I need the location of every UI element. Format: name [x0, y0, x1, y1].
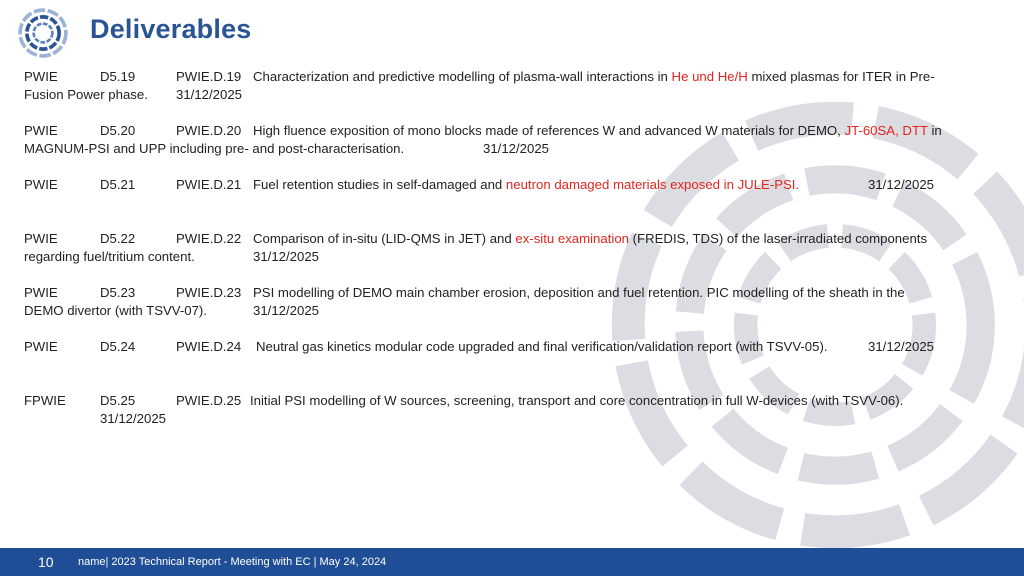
- deliverable-line-2: [24, 140, 969, 158]
- deliverable-entry: [24, 284, 969, 320]
- footer-text: name| 2023 Technical Report - Meeting with EC | May 24, 2024: [78, 556, 387, 568]
- deliverable-entry: [24, 176, 969, 194]
- footer-bar: [0, 548, 1024, 576]
- deliverable-line-1: [24, 68, 969, 86]
- due-date: 31/12/2025: [100, 411, 167, 426]
- work-package: PWIE: [24, 285, 58, 300]
- deliverable-line-1: [24, 338, 969, 356]
- deliverable-id: PWIE.D.19: [176, 69, 242, 84]
- deliverable-id: PWIE.D.25: [176, 393, 242, 408]
- eurofusion-logo-icon: [17, 7, 69, 59]
- description-continuation: DEMO divertor (with TSVV-07).: [24, 303, 207, 318]
- work-package: PWIE: [24, 339, 58, 354]
- deliverable-id: PWIE.D.21: [176, 177, 242, 192]
- deliverable-line-2: [24, 302, 969, 320]
- deliverable-code: D5.19: [100, 69, 136, 84]
- description-text: Fuel retention studies in self-damaged and: [253, 177, 506, 192]
- deliverable-description: [253, 176, 799, 194]
- deliverable-description: [256, 338, 828, 356]
- deliverable-code: D5.21: [100, 177, 136, 192]
- deliverable-entry: [24, 338, 969, 356]
- deliverable-description: [250, 392, 903, 410]
- work-package: FPWIE: [24, 393, 66, 408]
- deliverable-code: D5.23: [100, 285, 136, 300]
- deliverable-line-2: [24, 248, 969, 266]
- deliverable-id: PWIE.D.20: [176, 123, 242, 138]
- deliverable-code: D5.22: [100, 231, 136, 246]
- deliverable-entry: [24, 230, 969, 266]
- deliverable-line-1: [24, 122, 969, 140]
- description-text: Neutral gas kinetics modular code upgraded and final verification/validation report (with TSVV-05).: [256, 339, 828, 354]
- deliverable-id: PWIE.D.22: [176, 231, 242, 246]
- deliverable-line-2: [24, 86, 969, 104]
- highlighted-text: ex-situ examination: [515, 231, 629, 246]
- deliverable-line-1: [24, 392, 969, 410]
- description-text: Comparison of in-situ (LID-QMS in JET) and: [253, 231, 516, 246]
- deliverable-line-1: [24, 284, 969, 302]
- description-text: (FREDIS, TDS) of the laser-irradiated components: [629, 231, 928, 246]
- deliverable-id: PWIE.D.23: [176, 285, 242, 300]
- due-date: 31/12/2025: [176, 87, 243, 102]
- deliverable-code: D5.24: [100, 339, 136, 354]
- due-date: 31/12/2025: [253, 249, 320, 264]
- deliverable-description: [253, 68, 935, 86]
- description-text: Characterization and predictive modelling of plasma-wall interactions in: [253, 69, 672, 84]
- description-continuation: regarding fuel/tritium content.: [24, 249, 195, 264]
- description-continuation: Fusion Power phase.: [24, 87, 148, 102]
- description-text: High fluence exposition of mono blocks made of references W and advanced W materials for DEMO,: [253, 123, 845, 138]
- due-date: 31/12/2025: [868, 177, 935, 192]
- deliverable-line-1: [24, 176, 969, 194]
- deliverable-id: PWIE.D.24: [176, 339, 242, 354]
- due-date: 31/12/2025: [253, 303, 320, 318]
- deliverable-entry: [24, 392, 969, 428]
- deliverable-line-1: [24, 230, 969, 248]
- due-date: 31/12/2025: [483, 141, 550, 156]
- deliverable-description: [253, 230, 927, 248]
- due-date: 31/12/2025: [868, 339, 935, 354]
- highlighted-text: neutron damaged materials exposed in JULE-PSI.: [505, 177, 800, 192]
- work-package: PWIE: [24, 123, 58, 138]
- description-text: PSI modelling of DEMO main chamber erosion, deposition and fuel retention. PIC modelling of the sheath in the: [253, 285, 905, 300]
- deliverable-code: D5.20: [100, 123, 136, 138]
- description-text: mixed plasmas for ITER in Pre-: [747, 69, 935, 84]
- work-package: PWIE: [24, 69, 58, 84]
- deliverable-description: [253, 122, 942, 140]
- deliverable-entry: [24, 68, 969, 104]
- description-text: in: [927, 123, 942, 138]
- highlighted-text: He und He/H: [671, 69, 748, 84]
- deliverable-description: [253, 284, 905, 302]
- deliverable-line-2: [24, 410, 969, 428]
- description-text: Initial PSI modelling of W sources, screening, transport and core concentration in full W-devices (with TSVV-06).: [250, 393, 904, 408]
- highlighted-text: JT-60SA, DTT: [844, 123, 928, 138]
- watermark-logo-icon: [600, 90, 1024, 560]
- work-package: PWIE: [24, 177, 58, 192]
- page-number: 10: [38, 554, 54, 570]
- deliverable-code: D5.25: [100, 393, 136, 408]
- page-title: Deliverables: [90, 14, 252, 44]
- deliverable-entry: [24, 122, 969, 158]
- description-continuation: MAGNUM-PSI and UPP including pre- and post-characterisation.: [24, 141, 405, 156]
- work-package: PWIE: [24, 231, 58, 246]
